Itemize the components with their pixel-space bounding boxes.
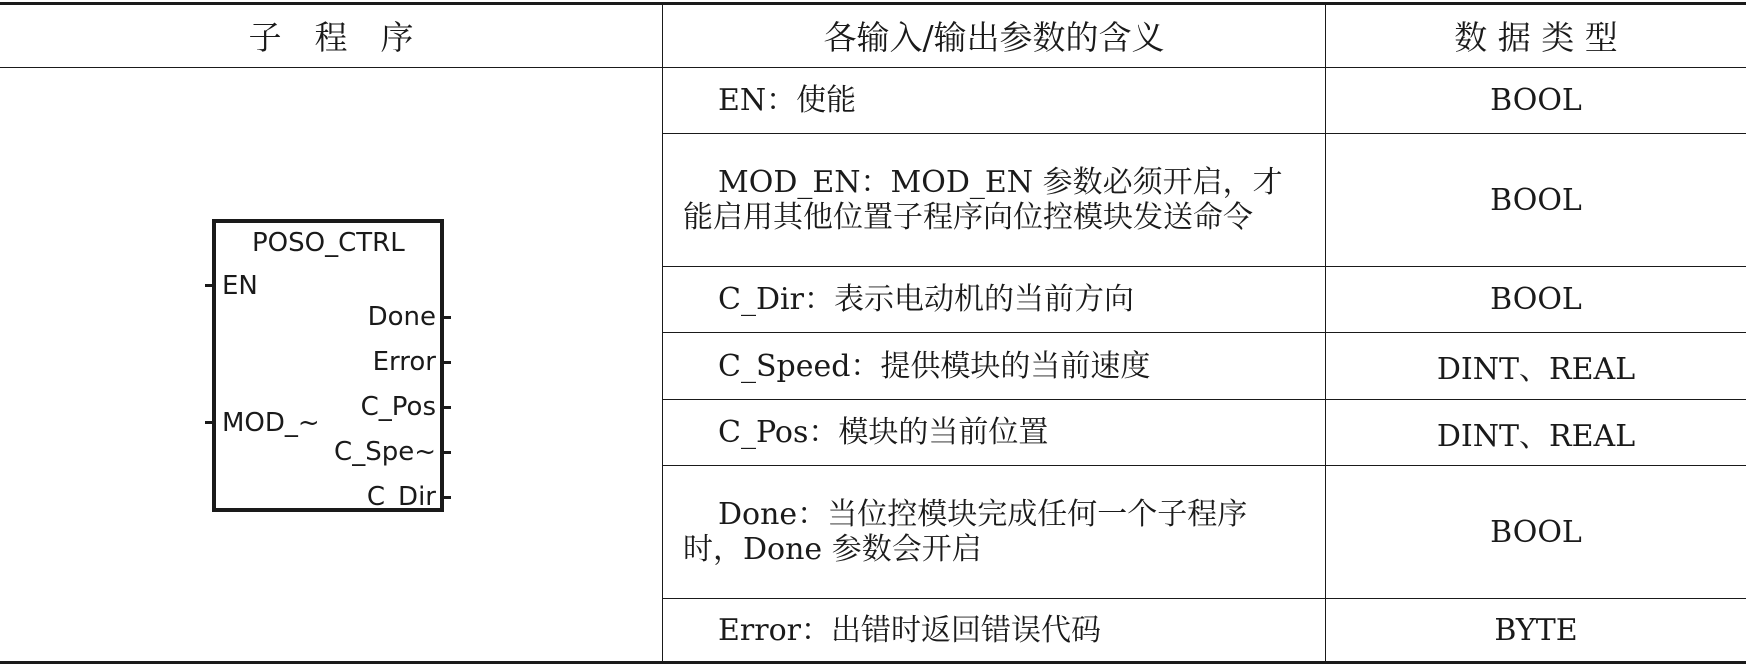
table-row xyxy=(663,599,1325,661)
param-meaning: C_Dir：表示电动机的当前方向 xyxy=(718,282,1134,317)
param-meaning: Error：出错时返回错误代码 xyxy=(718,612,1101,648)
header-subroutine: 子 程 序 xyxy=(248,18,414,57)
param-type: DINT、REAL xyxy=(1436,418,1636,454)
function-block xyxy=(212,219,444,512)
param-type: BYTE xyxy=(1494,612,1578,648)
header-data-type: 数 据 类 型 xyxy=(1454,18,1618,57)
output-c-dir: C_Dir xyxy=(366,482,436,512)
output-c-pos: C_Pos xyxy=(360,392,436,422)
input-en: EN xyxy=(222,271,258,301)
table-row xyxy=(663,466,1325,598)
param-meaning: EN：使能 xyxy=(718,83,857,118)
header-parameter-meaning: 各输入/输出参数的含义 xyxy=(823,18,1165,57)
param-type: BOOL xyxy=(1490,514,1582,550)
param-type: DINT、REAL xyxy=(1436,352,1636,387)
pin-mod-en xyxy=(205,421,214,424)
pin-c-speed xyxy=(442,451,451,454)
pin-done xyxy=(442,316,451,319)
pin-c-dir xyxy=(442,496,451,499)
output-error: Error xyxy=(372,347,436,377)
param-meaning: Done：当位控模块完成任何一个子程序时，Done 参数会开启 xyxy=(683,497,1248,567)
table-row xyxy=(663,134,1325,266)
pin-c-pos xyxy=(442,406,451,409)
param-meaning: C_Speed：提供模块的当前速度 xyxy=(718,348,1151,384)
param-type: BOOL xyxy=(1490,83,1582,118)
table-row xyxy=(663,267,1325,332)
table-row xyxy=(663,400,1325,465)
function-block-title: POSO_CTRL xyxy=(252,228,405,258)
output-c-speed: C_Spe~ xyxy=(334,437,436,467)
pin-error xyxy=(442,361,451,364)
param-meaning: MOD_EN：MOD_EN 参数必须开启，才能启用其他位置子程序向位控模块发送命令 xyxy=(683,165,1283,235)
table-row xyxy=(663,333,1325,399)
param-meaning: C_Pos：模块的当前位置 xyxy=(718,415,1049,450)
table-row xyxy=(663,68,1325,133)
param-type: BOOL xyxy=(1490,282,1582,317)
output-done: Done xyxy=(367,302,436,332)
pin-en xyxy=(205,284,214,287)
input-mod-en: MOD_~ xyxy=(222,408,320,438)
param-type: BOOL xyxy=(1490,182,1582,218)
table-bottom-rule xyxy=(0,661,1746,664)
